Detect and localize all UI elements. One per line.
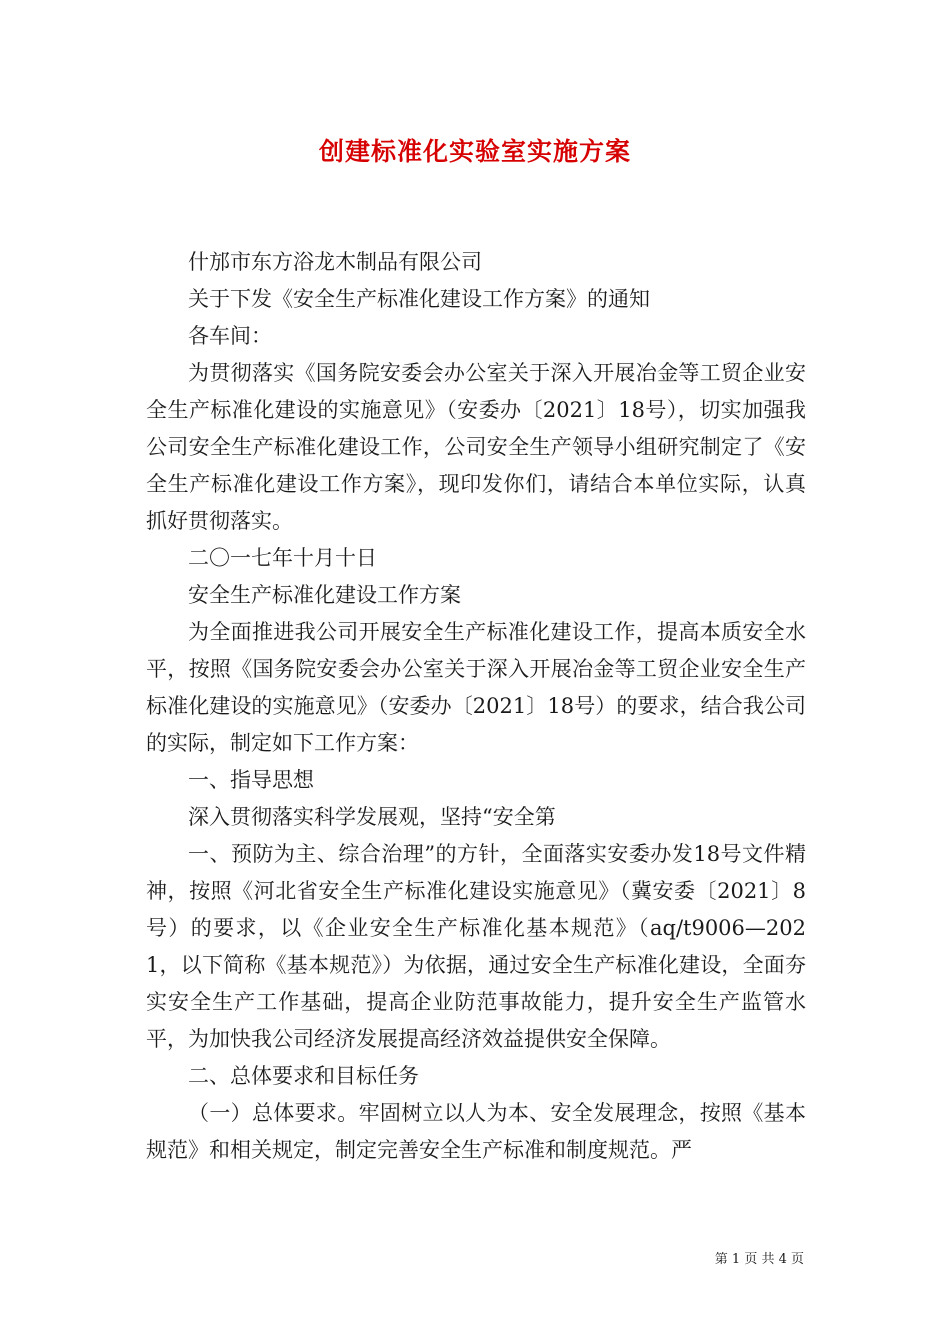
document-title: 创建标准化实验室实施方案 [318, 137, 631, 166]
body-paragraph: 为贯彻落实《国务院安委会办公室关于深入开展冶金等工贸企业安全生产标准化建设的实施意见》（安委办〔2021〕18号），切实加强我公司安全生产标准化建设工作，公司安全生产领导小组研究制定了《安全生产标准化建设工作方案》，现印发你们，请结合本单位实际，认真抓好贯彻落实。 [146, 361, 806, 533]
section-heading: 二、总体要求和目标任务 [188, 1064, 419, 1088]
plan-title: 安全生产标准化建设工作方案 [188, 583, 461, 607]
notice-title: 关于下发《安全生产标准化建设工作方案》的通知 [188, 287, 650, 311]
company-name: 什邡市东方浴龙木制品有限公司 [188, 250, 482, 274]
body-paragraph: 一、预防为主、综合治理”的方针，全面落实安委办发18号文件精神，按照《河北省安全生产标准化建设实施意见》（冀安委〔2021〕8号）的要求，以《企业安全生产标准化基本规范》（aq/t9006—2021，以下简称《基本规范》）为依据，通过安全生产标准化建设，全面夯实安全生产工作基础，提高企业防范事故能力，提升安全生产监管水平，为加快我公司经济发展提高经济效益提供安全保障。 [146, 842, 806, 1051]
body-paragraph: 深入贯彻落实科学发展观，坚持“安全第 [188, 805, 556, 829]
addressee: 各车间： [188, 324, 272, 348]
body-paragraph: 为全面推进我公司开展安全生产标准化建设工作，提高本质安全水平，按照《国务院安委会办公室关于深入开展冶金等工贸企业安全生产标准化建设的实施意见》（安委办〔2021〕18号）的要求，结合我公司的实际，制定如下工作方案： [146, 620, 806, 755]
issue-date: 二〇一七年十月十日 [188, 546, 377, 570]
body-paragraph: （一）总体要求。牢固树立以人为本、安全发展理念，按照《基本规范》和相关规定，制定完善安全生产标准和制度规范。严 [146, 1101, 806, 1162]
document-body [146, 244, 806, 1169]
section-heading: 一、指导思想 [188, 768, 314, 792]
page-number: 第 1 页 共 4 页 [714, 1252, 804, 1267]
